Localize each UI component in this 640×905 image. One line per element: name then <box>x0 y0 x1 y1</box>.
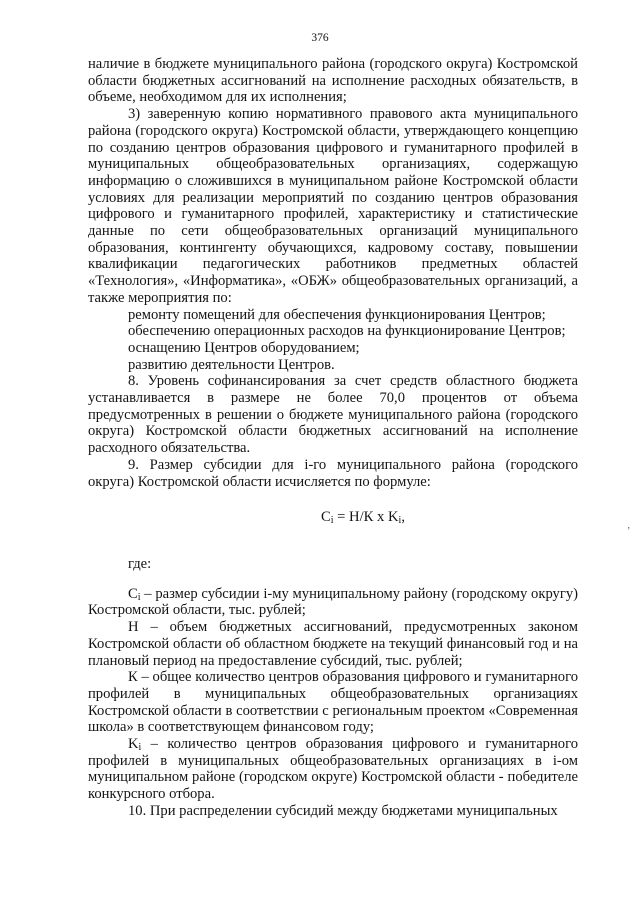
list-item-equipment: оснащению Центров оборудованием; <box>128 339 360 356</box>
definition-n <box>88 619 578 669</box>
list-item-development: развитию деятельности Центров. <box>128 356 335 373</box>
document-body <box>88 56 578 820</box>
paragraph-continuation: наличие в бюджете муниципального района (городского округа) Костромской области бюджетных ассигнований на исполнение расходных обязательств, в объеме, необходимом для их исполнения; <box>88 56 578 106</box>
paragraph-section-9: 9. Размер субсидии для i-го муниципального района (городского округа) Костромской области исчисляется по формуле: <box>88 456 578 490</box>
definition-subscript: i <box>137 591 141 603</box>
paragraph-section-8: 8. Уровень софинансирования за счет средств областного бюджета устанавливается в размере не более 70,0 процентов от объема предусмотренных в решении о бюджете муниципального района (городского округа) Костромской области бюджетных ассигнований на исполнение расходного обязательства. <box>88 373 578 457</box>
definition-symbol: C <box>128 585 138 602</box>
definition-ki <box>88 736 578 803</box>
formula-lhs: C <box>321 509 331 526</box>
definition-k <box>88 669 578 736</box>
definition-text: – общее количество центров образования цифрового и гуманитарного профилей в муниципальных общеобразовательных организациях Костромской области в соответствии с региональным проектом «Современная школа» в соответствующем финансовом году; <box>88 669 578 736</box>
definition-symbol: Н <box>128 619 139 636</box>
paragraph-section-10: 10. При распределении субсидий между бюджетами муниципальных <box>128 802 558 819</box>
formula-lhs-subscript: i <box>330 515 334 527</box>
formula-tail: , <box>401 509 405 526</box>
definition-text: – количество центров образования цифрового и гуманитарного профилей в муниципальных общеобразовательных организациях в i-ом муниципальном районе (городском округе) Костромской области - победителе конкурсного отбора. <box>88 736 578 803</box>
definition-text: – объем бюджетных ассигнований, предусмотренных законом Костромской области об областном бюджете на текущий финансовый год и на плановый период на предоставление субсидий, тыс. рублей; <box>88 619 578 669</box>
where-label: где: <box>128 555 152 572</box>
scan-edge-mark: ‚ <box>627 520 631 531</box>
page-number: 376 <box>311 32 329 44</box>
definition-symbol: К <box>128 669 138 686</box>
definition-symbol: K <box>128 736 139 753</box>
list-item-operational: обеспечению операционных расходов на функционирование Центров; <box>128 323 566 340</box>
formula-rhs-subscript: i <box>398 515 402 527</box>
definition-subscript: i <box>138 742 142 754</box>
definition-ci <box>88 586 578 619</box>
subsidy-formula <box>88 509 578 526</box>
paragraph-item-3: 3) заверенную копию нормативного правового акта муниципального района (городского округа) Костромской области, утверждающего концепцию по созданию центров образования цифрового и гуманитарного профилей в муниципальных общеобразовательных организациях, содержащую информацию о сложившихся в муниципальном районе Костромской области условиях для реализации мероприятий по созданию центров образования цифрового и гуманитарного профилей, характеристику и статистические данные по сети общеобразовательных организаций муниципального образования, контингенту обучающихся, кадровому составу, повышении квалификации педагогических работников предметных областей «Технология», «Информатика», «ОБЖ» общеобразовательных организаций, а также мероприятия по: <box>88 106 578 306</box>
formula-mid: = Н/К x K <box>333 509 399 526</box>
list-item-repair: ремонту помещений для обеспечения функционирования Центров; <box>128 306 546 323</box>
definition-text: – размер субсидии i-му муниципальному району (городскому округу) Костромской области, тыс. рублей; <box>88 585 578 619</box>
